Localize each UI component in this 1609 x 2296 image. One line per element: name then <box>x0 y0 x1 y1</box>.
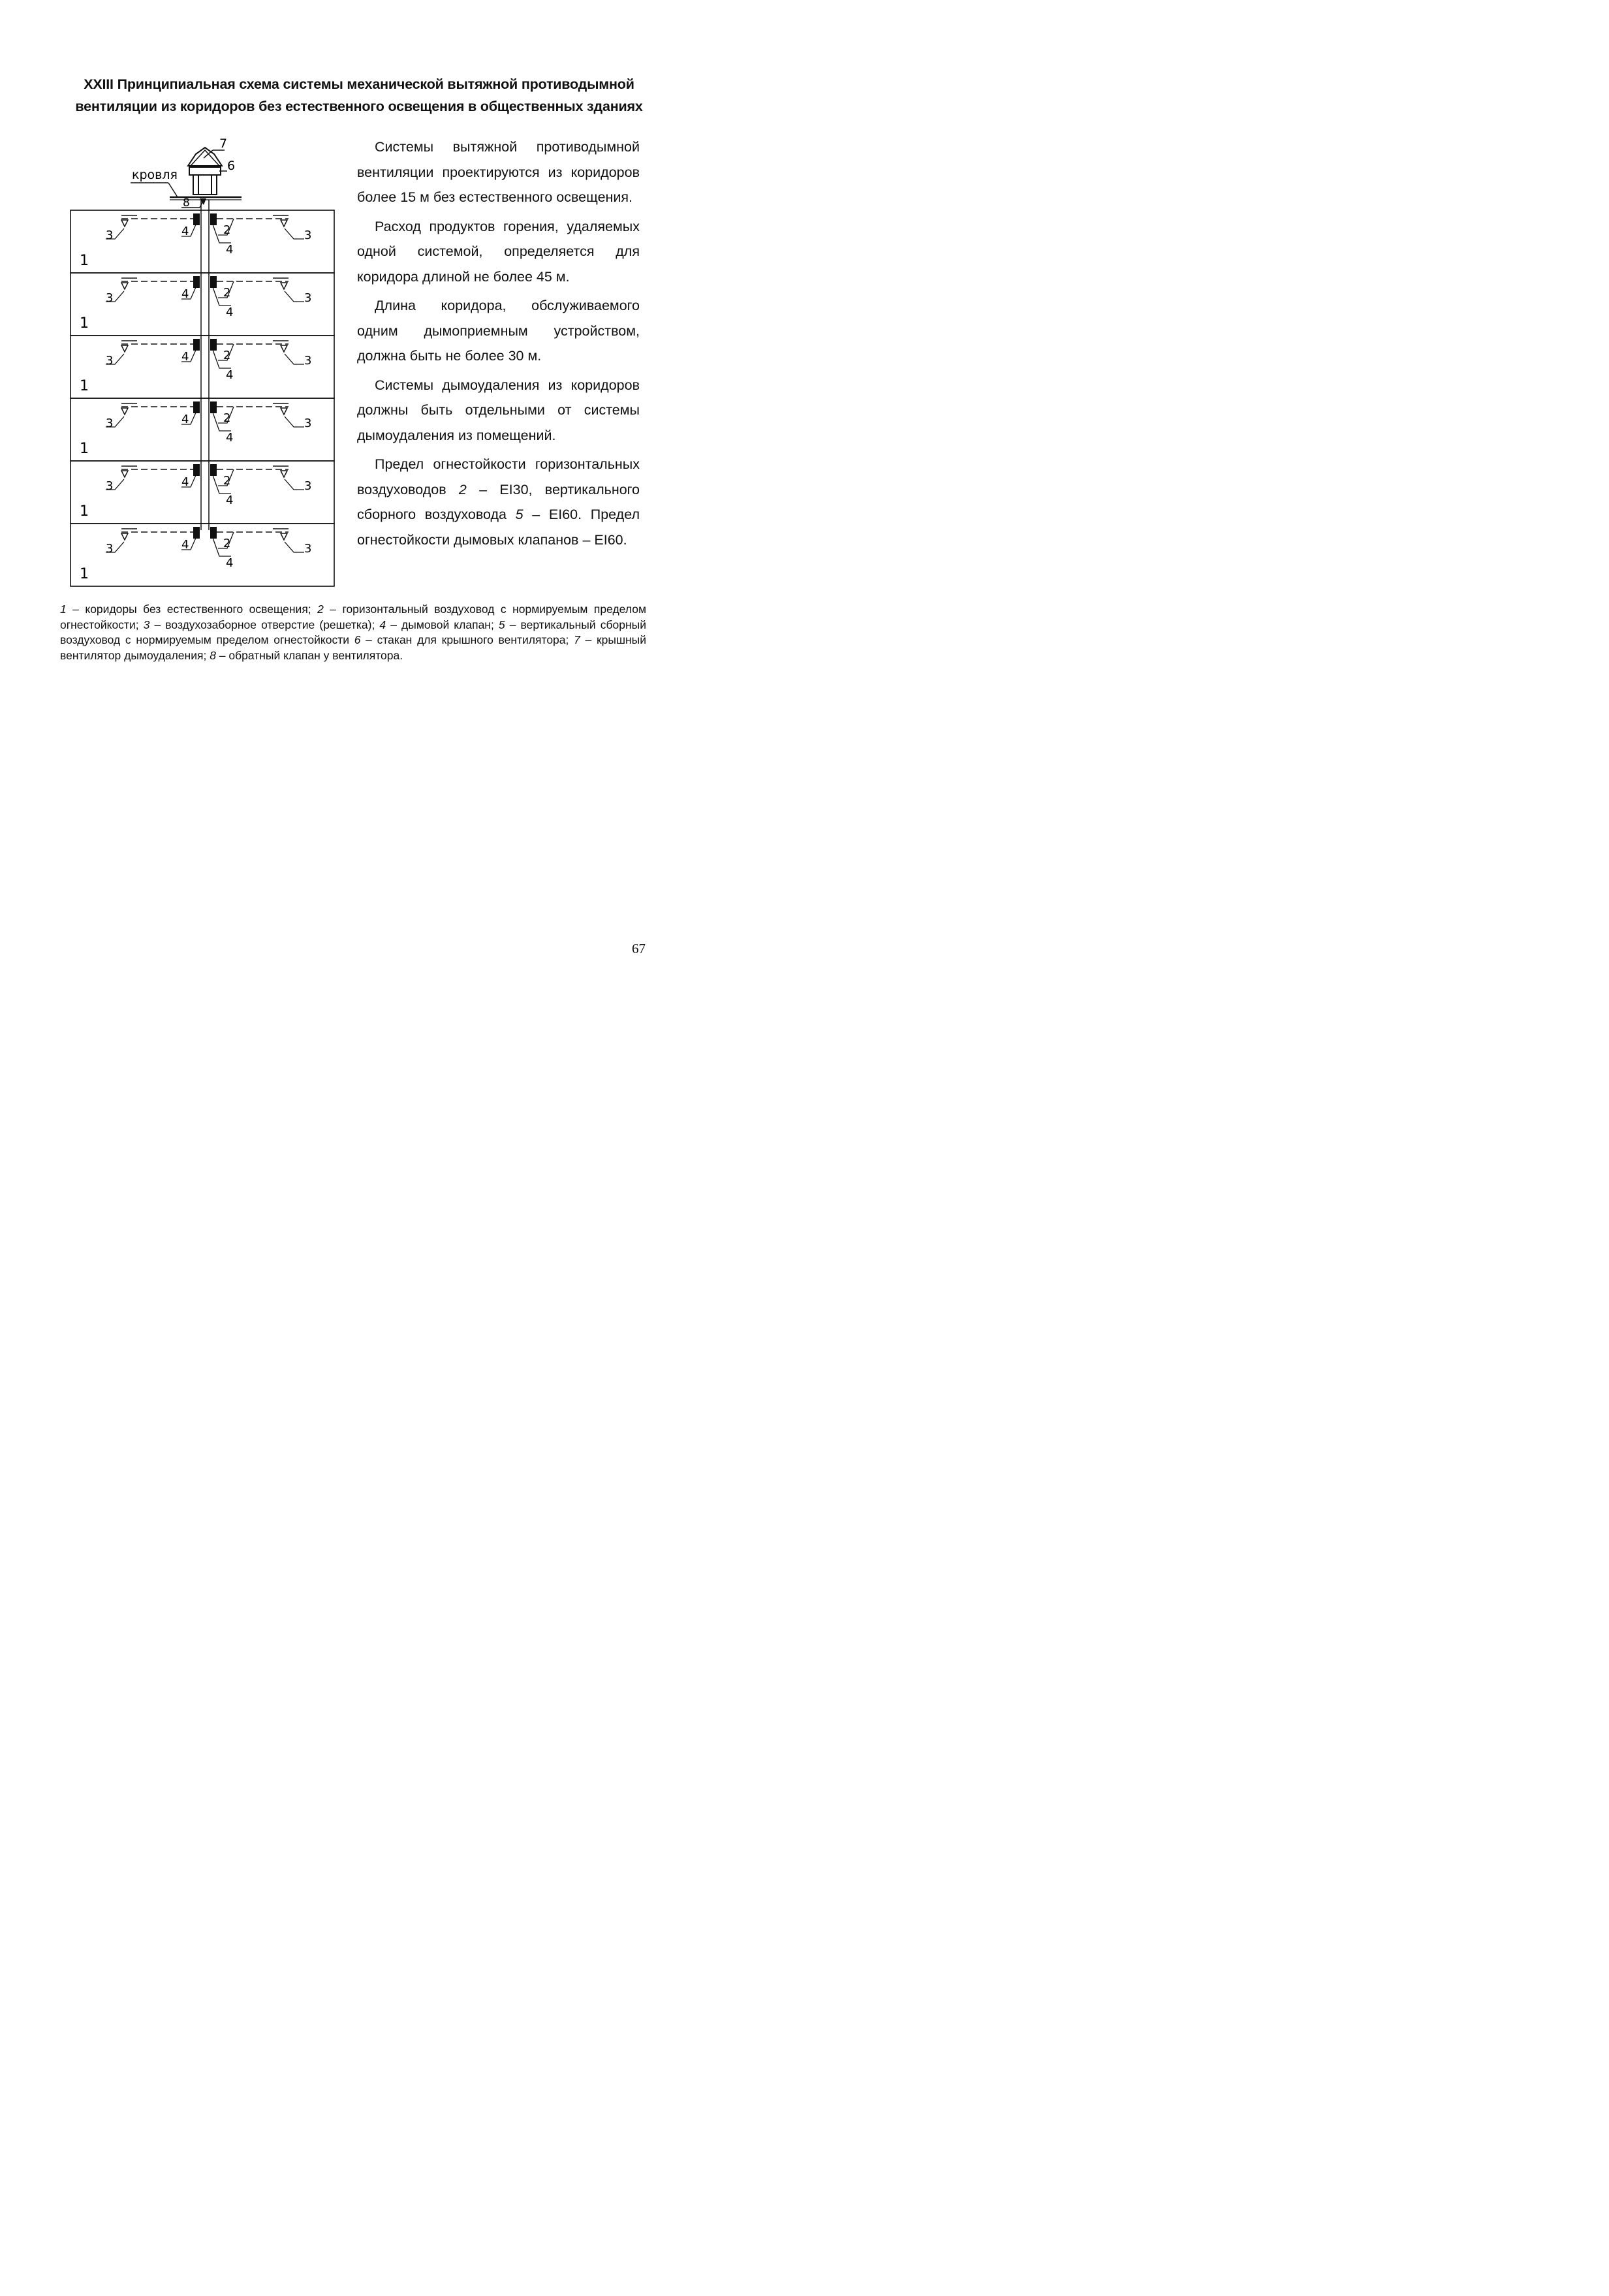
corridor-number: 1 <box>80 503 89 520</box>
duct-number: 2 <box>223 223 231 237</box>
damper-number: 4 <box>226 243 234 257</box>
smoke-damper <box>193 339 200 351</box>
roof-fan <box>170 148 242 200</box>
grille-number: 3 <box>106 542 114 556</box>
smoke-damper <box>210 276 217 288</box>
grille-number: 3 <box>106 228 114 242</box>
duct-number: 2 <box>223 474 231 488</box>
fan-stand <box>189 167 221 175</box>
smoke-damper <box>193 527 200 539</box>
grille-number: 3 <box>304 479 312 493</box>
corridor-number: 1 <box>80 441 89 457</box>
title-line-1: XXIII Принципиальная схема системы механической вытяжной противодымной <box>84 76 634 92</box>
grille-number: 3 <box>304 542 312 556</box>
description-paragraph-4: Системы дымоудаления из коридоров должны быть отдельными от системы дымоудаления из помещений. <box>357 377 640 443</box>
damper-number: 4 <box>181 538 189 552</box>
duct-number: 2 <box>223 286 231 300</box>
description-paragraph-5: Предел огнестойкости горизонтальных воздуховодов 2 – EI30, вертикального сборного воздуховода 5 – EI60. Предел огнестойкости дымовых клапанов – EI60. <box>357 456 640 548</box>
description-paragraph-2: Расход продуктов горения, удаляемых одной системой, определяется для коридора длиной не более 45 м. <box>357 218 640 285</box>
damper-number: 4 <box>181 475 189 489</box>
roof-label: кровля <box>132 168 178 182</box>
damper-number: 4 <box>226 306 234 319</box>
grille <box>121 533 128 540</box>
grille-number: 3 <box>106 354 114 368</box>
legend-item-1: 1 – коридоры без естественного освещения; <box>60 603 318 616</box>
figure-legend <box>60 602 646 663</box>
damper-number: 4 <box>181 350 189 364</box>
smoke-damper <box>193 401 200 413</box>
stand-label: 6 <box>227 159 236 173</box>
grille-number: 3 <box>304 291 312 305</box>
smoke-damper <box>193 213 200 225</box>
page-title <box>39 73 679 118</box>
smoke-damper <box>210 527 217 539</box>
legend-item-2: 2 – горизонтальный воздуховод с нормируемым пределом огнестойкости; <box>60 603 646 631</box>
duct-number: 2 <box>223 411 231 425</box>
legend-item-4: 4 – дымовой клапан; <box>379 618 499 631</box>
grille <box>121 471 128 477</box>
smoke-damper <box>193 276 200 288</box>
legend-item-5: 5 – вертикальный сборный воздуховод с нормируемым пределом огнестойкости <box>60 618 646 646</box>
description-paragraph-3: Длина коридора, обслуживаемого одним дымоприемным устройством, должна быть не более 30 м. <box>357 298 640 364</box>
grille-number: 3 <box>304 417 312 430</box>
grille <box>121 408 128 415</box>
grille <box>281 471 287 477</box>
grille <box>121 345 128 352</box>
corridor-number: 1 <box>80 253 89 269</box>
smoke-damper <box>210 464 217 476</box>
description-paragraph-1: Системы вытяжной противодымной вентиляции проектируются из коридоров более 15 м без естественного освещения. <box>357 139 640 205</box>
title-line-2: вентиляции из коридоров без естественного освещения в общественных зданиях <box>75 99 643 114</box>
corridor-number: 1 <box>80 315 89 332</box>
damper-number: 4 <box>226 494 234 507</box>
damper-number: 4 <box>226 431 234 445</box>
damper-number: 4 <box>181 225 189 238</box>
page-number: 67 <box>632 941 646 956</box>
description <box>357 134 640 556</box>
smoke-damper <box>210 339 217 351</box>
grille <box>281 533 287 540</box>
grille <box>121 220 128 227</box>
grille <box>121 283 128 289</box>
fan-label: 7 <box>219 136 228 151</box>
grille <box>281 408 287 415</box>
smoke-damper <box>210 401 217 413</box>
check-valve-label: 8 <box>183 197 190 210</box>
fan-stand-body <box>193 175 217 195</box>
grille-number: 3 <box>106 291 114 305</box>
smoke-exhaust-diagram <box>65 131 339 588</box>
grille-number: 3 <box>304 228 312 242</box>
smoke-damper <box>193 464 200 476</box>
damper-number: 4 <box>226 556 234 570</box>
grille <box>281 345 287 352</box>
grille-number: 3 <box>106 479 114 493</box>
legend-item-6: 6 – стакан для крышного вентилятора; <box>354 633 574 646</box>
damper-number: 4 <box>226 368 234 382</box>
damper-number: 4 <box>181 287 189 301</box>
fan-hood-inner <box>191 150 219 166</box>
legend-item-8: 8 – обратный клапан у вентилятора. <box>210 648 403 662</box>
smoke-damper <box>210 213 217 225</box>
legend-item-3: 3 – воздухозаборное отверстие (решетка); <box>143 618 380 631</box>
duct-number: 2 <box>223 537 231 550</box>
grille-number: 3 <box>106 417 114 430</box>
corridor-number: 1 <box>80 378 89 394</box>
grille <box>281 283 287 289</box>
vertical-duct <box>201 200 209 530</box>
damper-number: 4 <box>181 413 189 426</box>
corridor-number: 1 <box>80 566 89 582</box>
legend-item-7: 7 – крышный вентилятор дымоудаления; <box>60 633 647 662</box>
grille <box>281 220 287 227</box>
duct-number: 2 <box>223 349 231 362</box>
grille-number: 3 <box>304 354 312 368</box>
